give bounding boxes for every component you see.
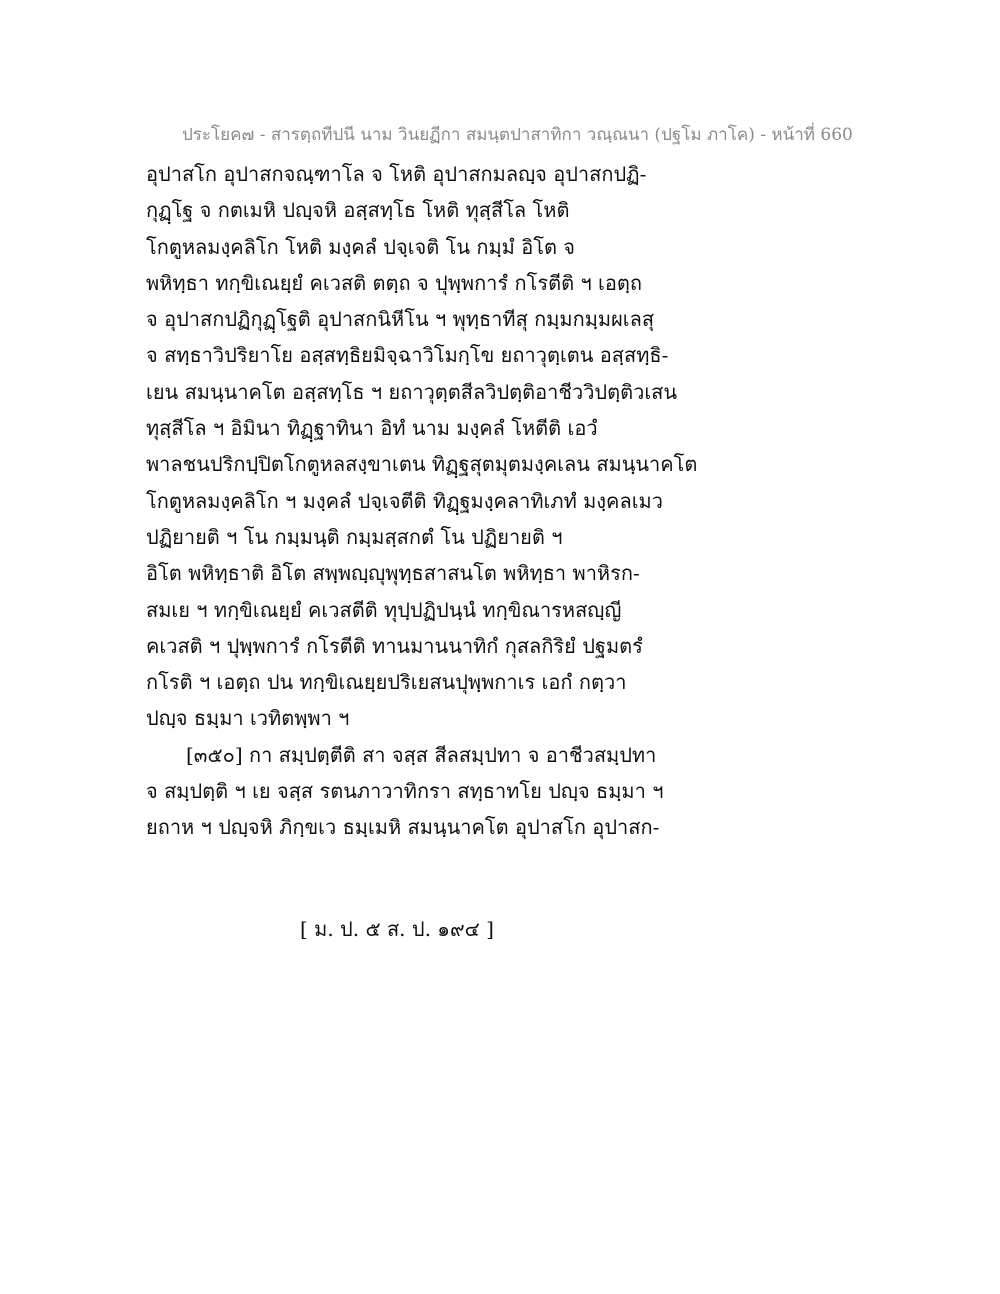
text-line: โกตูหลมงฺคลิโก โหติ มงฺคลํ ปจฺเจติ โน กมฺมํ อิโต จ [146,234,576,259]
text-line: ปญฺจ ธมฺมา เวทิตพฺพา ฯ [146,706,350,731]
text-line: พาลชนปริกปฺปิตโกตูหลสงฺขาเตน ทิฏฺฐสุตมุตมงฺคเลน สมนฺนาคโต [146,452,698,477]
footnote-reference: [ ม. ป. ๕ ส. ป. ๑๙๔ ] [300,917,494,941]
paragraph-start-line: [๓๕๐] กา สมฺปตฺตีติ สา จสฺส สีลสมฺปทา จ อาชีวสมฺปทา [186,742,657,767]
text-line: จ สมฺปตฺติ ฯ เย จสฺส รตนภาวาทิกรา สทฺธาทโย ปญฺจ ธมฺมา ฯ [146,779,664,804]
text-line: กโรติ ฯ เอตฺถ ปน ทกฺขิเณยฺยปริเยสนปุพฺพกาเร เอกํ กตฺวา [146,670,627,695]
text-line: สมเย ฯ ทกฺขิเณยฺยํ คเวสตีติ ทุปฺปฏิปนฺนํ ทกฺขิณารหสญฺญี [146,597,622,622]
text-line: อุปาสโก อุปาสกจณฺฑาโล จ โหติ อุปาสกมลญฺจ อุปาสกปฏิ- [146,162,647,186]
text-line: ปฏิยายติ ฯ โน กมฺมนฺติ กมฺมสฺสกตํ โน ปฏิยายติ ฯ [146,524,563,549]
text-line: พหิทฺธา ทกฺขิเณยฺยํ คเวสติ ตตฺถ จ ปุพฺพการํ กโรตีติ ฯ เอตฺถ [146,270,642,295]
text-line: โกตูหลมงฺคลิโก ฯ มงฺคลํ ปจฺเจตีติ ทิฏฺฐมงฺคลาทิเภทํ มงฺคลเมว [146,488,663,513]
text-line: อิโต พหิทฺธาติ อิโต สพฺพญฺญุพุทฺธสาสนโต พหิทฺธา พาหิรก- [146,561,640,586]
text-line: จ สทฺธาวิปริยาโย อสฺสทฺธิยมิจฺฉาวิโมกฺโข ยถาวุตฺเตน อสฺสทฺธิ- [146,343,669,368]
text-line: คเวสติ ฯ ปุพฺพการํ กโรตีติ ทานมานนาทิกํ กุสลกิริยํ ปฐมตรํ [146,633,643,658]
body-text [146,156,698,846]
text-line: กุฏฺโฐ จ กตเมหิ ปญฺจหิ อสฺสทฺโธ โหติ ทุสฺสีโล โหติ [146,198,570,223]
text-line: ทุสฺสีโล ฯ อิมินา ทิฏฺฐาทินา อิทํ นาม มงฺคลํ โหตีติ เอวํ [146,416,598,441]
text-line: เยน สมนฺนาคโต อสฺสทฺโธ ฯ ยถาวุตฺตสีลวิปตฺติอาชีววิปตฺติวเสน [146,379,678,404]
running-header: ประโยค๗ - สารตฺถทีปนี นาม วินยฏีกา สมนฺตปาสาทิกา วณฺณนา (ปฐโม ภาโค) - หน้าที่ 660 [182,125,853,145]
text-line: จ อุปาสกปฏิกุฏฺโฐติ อุปาสกนิหีโน ฯ พุทฺธาทีสุ กมฺมกมฺมผเลสุ [146,307,655,332]
text-line: ยถาห ฯ ปญฺจหิ ภิกฺขเว ธมฺเมหิ สมนฺนาคโต อุปาสโก อุปาสก- [146,815,660,840]
